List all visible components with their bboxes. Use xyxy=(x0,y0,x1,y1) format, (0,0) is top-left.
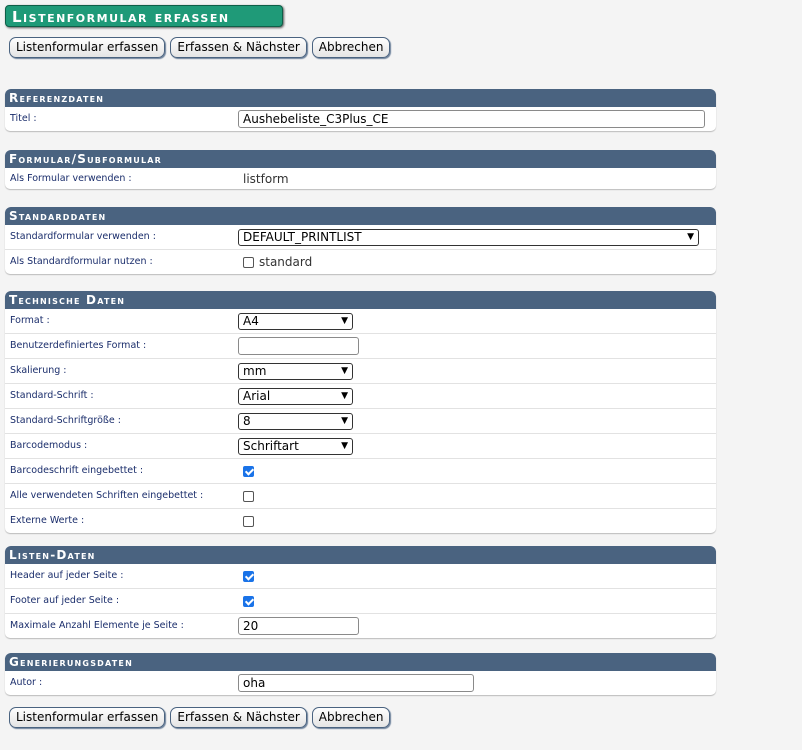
row-footer-jeder-seite xyxy=(5,589,716,614)
row-als-standard xyxy=(5,250,716,274)
titel-input[interactable] xyxy=(238,110,705,128)
footer-jeder-seite-checkbox[interactable] xyxy=(243,596,254,607)
section-header-listen-daten: Listen-Daten xyxy=(5,546,716,564)
benutzer-format-label: Benutzerdefiniertes Format : xyxy=(10,340,147,351)
alle-schriften-label: Alle verwendeten Schriften eingebettet : xyxy=(10,490,204,501)
standardformular-label: Standardformular verwenden : xyxy=(10,231,156,242)
listenformular-erfassen-button[interactable]: Listenformular erfassen xyxy=(9,37,165,58)
chevron-down-icon: ▼ xyxy=(687,231,694,242)
standard-schriftgroesse-select-value: 8 xyxy=(243,413,251,428)
section-formular-subformular xyxy=(5,150,716,189)
bottom-button-bar xyxy=(9,707,390,728)
section-technische-daten xyxy=(5,291,716,533)
top-button-bar xyxy=(9,37,390,58)
skalierung-select-value: mm xyxy=(243,363,267,378)
row-externe-werte xyxy=(5,509,716,533)
chevron-down-icon: ▼ xyxy=(341,440,348,451)
standard-schrift-select[interactable] xyxy=(238,388,353,405)
standard-schrift-label: Standard-Schrift : xyxy=(10,390,94,401)
titel-label: Titel : xyxy=(10,113,37,124)
alle-schriften-checkbox[interactable] xyxy=(243,491,254,502)
autor-label: Autor : xyxy=(10,677,43,688)
section-listen-daten xyxy=(5,546,716,638)
skalierung-label: Skalierung : xyxy=(10,365,67,376)
barcodeschrift-label: Barcodeschrift eingebettet : xyxy=(10,465,144,476)
barcodemodus-label: Barcodemodus : xyxy=(10,440,88,451)
row-header-jeder-seite xyxy=(5,564,716,589)
footer-jeder-seite-label: Footer auf jeder Seite : xyxy=(10,595,120,606)
row-als-formular xyxy=(5,168,716,189)
row-max-elemente xyxy=(5,614,716,638)
section-header-standarddaten: Standarddaten xyxy=(5,207,716,225)
row-titel xyxy=(5,107,716,131)
section-standarddaten xyxy=(5,207,716,274)
max-elemente-input[interactable] xyxy=(238,617,359,635)
erfassen-naechster-button[interactable]: Erfassen & Nächster xyxy=(170,707,306,728)
header-jeder-seite-label: Header auf jeder Seite : xyxy=(10,570,124,581)
section-header-technische-daten: Technische Daten xyxy=(5,291,716,309)
row-standardformular xyxy=(5,225,716,250)
listenformular-erfassen-button[interactable]: Listenformular erfassen xyxy=(9,707,165,728)
externe-werte-label: Externe Werte : xyxy=(10,515,85,526)
max-elemente-label: Maximale Anzahl Elemente je Seite : xyxy=(10,620,184,631)
format-select[interactable] xyxy=(238,313,353,330)
chevron-down-icon: ▼ xyxy=(341,415,348,426)
als-formular-label: Als Formular verwenden : xyxy=(10,173,132,184)
section-generierungsdaten xyxy=(5,653,716,695)
als-standard-checkbox[interactable] xyxy=(243,257,254,268)
chevron-down-icon: ▼ xyxy=(341,315,348,326)
row-autor xyxy=(5,671,716,695)
benutzer-format-input[interactable] xyxy=(238,337,359,355)
abbrechen-button[interactable]: Abbrechen xyxy=(312,37,391,58)
row-alle-schriften-eingebettet xyxy=(5,484,716,509)
row-standard-schriftgroesse xyxy=(5,409,716,434)
standardformular-select[interactable] xyxy=(238,229,699,246)
als-formular-value: listform xyxy=(243,171,289,186)
standard-schrift-select-value: Arial xyxy=(243,388,271,403)
chevron-down-icon: ▼ xyxy=(341,390,348,401)
row-skalierung xyxy=(5,359,716,384)
barcodemodus-select[interactable] xyxy=(238,438,353,455)
skalierung-select[interactable] xyxy=(238,363,353,380)
section-header-formular: Formular/Subformular xyxy=(5,150,716,168)
chevron-down-icon: ▼ xyxy=(341,365,348,376)
als-standard-label: Als Standardformular nutzen : xyxy=(10,256,153,267)
abbrechen-button[interactable]: Abbrechen xyxy=(312,707,391,728)
row-format xyxy=(5,309,716,334)
standard-schriftgroesse-label: Standard-Schriftgröße : xyxy=(10,415,121,426)
row-benutzerdefiniertes-format xyxy=(5,334,716,359)
externe-werte-checkbox[interactable] xyxy=(243,516,254,527)
als-standard-checkbox-label: standard xyxy=(259,255,313,269)
section-referenzdaten xyxy=(5,89,716,131)
section-header-referenzdaten: Referenzdaten xyxy=(5,89,716,107)
barcodemodus-select-value: Schriftart xyxy=(243,438,299,453)
erfassen-naechster-button[interactable]: Erfassen & Nächster xyxy=(170,37,306,58)
standard-schriftgroesse-select[interactable] xyxy=(238,413,353,430)
row-barcodemodus xyxy=(5,434,716,459)
page-title: Listenformular erfassen xyxy=(5,5,283,27)
row-standard-schrift xyxy=(5,384,716,409)
standardformular-select-value: DEFAULT_PRINTLIST xyxy=(243,229,362,244)
format-label: Format : xyxy=(10,315,50,326)
row-barcodeschrift-eingebettet xyxy=(5,459,716,484)
barcodeschrift-checkbox[interactable] xyxy=(243,466,254,477)
format-select-value: A4 xyxy=(243,313,259,328)
section-header-generierungsdaten: Generierungsdaten xyxy=(5,653,716,671)
header-jeder-seite-checkbox[interactable] xyxy=(243,571,254,582)
autor-input[interactable] xyxy=(238,674,474,692)
